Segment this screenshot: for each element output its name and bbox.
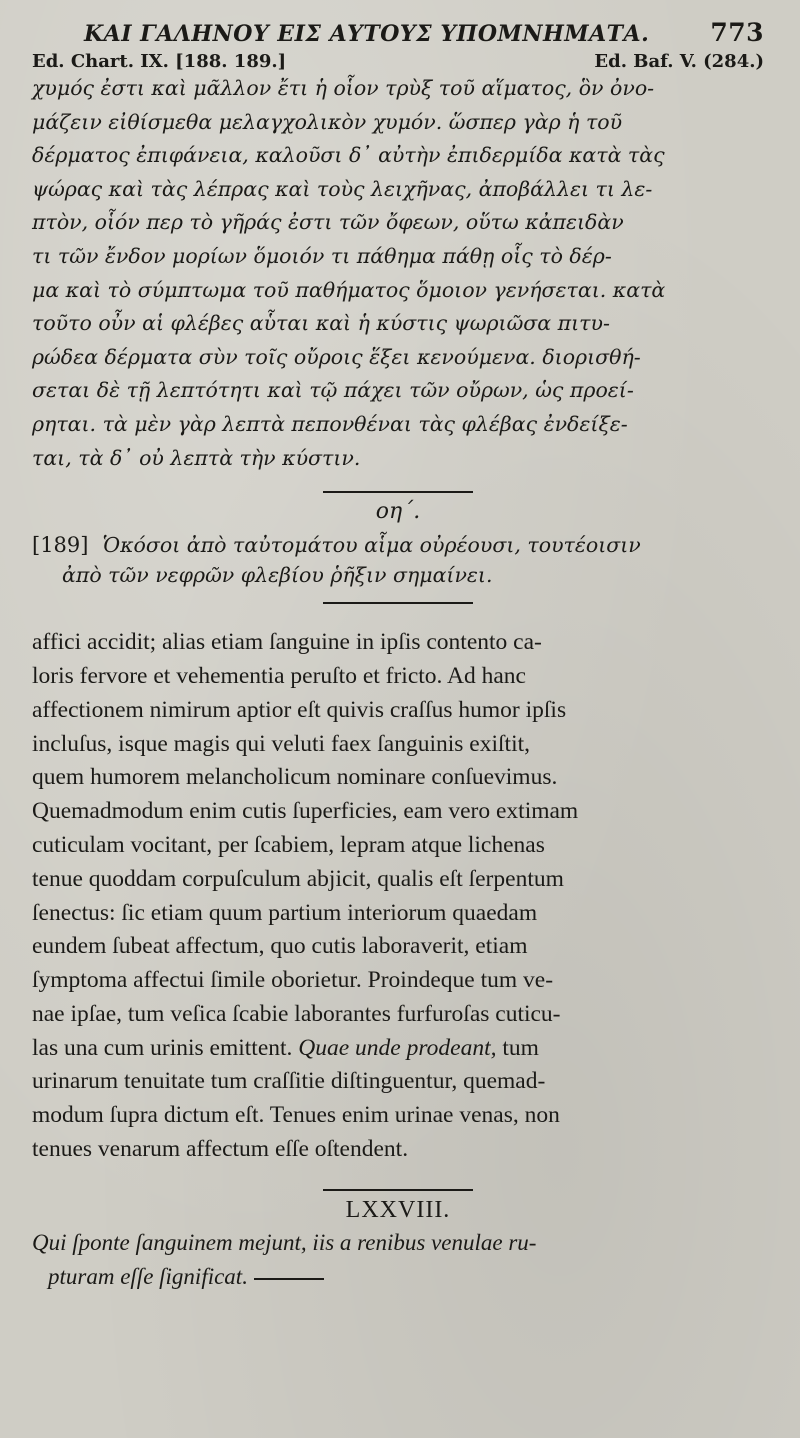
- greek-line: πτὸν, οἷόν περ τὸ γῆράς ἐστι τῶν ὄφεων, οὕτω κἀπειδὰν: [32, 210, 624, 235]
- latin-line: urinarum tenuitate tum craſſitie diſtinguentur, quemad-: [32, 1068, 546, 1095]
- latin-italic-phrase: Quae unde prodeant,: [298, 1034, 497, 1061]
- aphorism-number: [189]: [32, 533, 89, 558]
- latin-line: nae ipſae, tum veſica ſcabie laborantes furfuroſas cuticu-: [32, 1000, 561, 1027]
- edition-chart-ref: Ed. Chart. IX. [188. 189.]: [32, 51, 287, 72]
- greek-aphorism-line: ἀπὸ τῶν νεφρῶν φλεβίου ῥῆξιν σημαίνει.: [62, 563, 493, 588]
- greek-line: τοῦτο οὖν αἱ φλέβες αὗται καὶ ἡ κύστις ψωριῶσα πιτυ-: [32, 311, 610, 336]
- greek-aphorism-heading: οη΄.: [375, 499, 421, 525]
- latin-line: modum ſupra dictum eſt. Tenues enim urinae venas, non: [32, 1102, 560, 1129]
- latin-aphorism: [32, 1226, 764, 1294]
- edition-line: [32, 51, 764, 72]
- greek-line: μάζειν εἰθίσμεθα μελαγχολικὸν χυμόν. ὥσπερ γὰρ ἡ τοῦ: [32, 109, 623, 134]
- greek-line: ψώρας καὶ τὰς λέπρας καὶ τοὺς λειχῆνας, ἀποβάλλει τι λε-: [32, 176, 653, 201]
- page-number: 773: [710, 18, 764, 47]
- latin-line-end: tum: [502, 1034, 539, 1061]
- latin-line: ſenectus: ſic etiam quum partium interiorum quaedam: [32, 899, 538, 926]
- latin-commentary: [32, 626, 764, 1167]
- latin-line: affectionem nimirum aptior eſt quivis craſſus humor ipſis: [32, 696, 567, 723]
- latin-line: ſymptoma affectui ſimile oborietur. Proindeque tum ve-: [32, 967, 554, 994]
- greek-line: σεται δὲ τῇ λεπτότητι καὶ τῷ πάχει τῶν οὔρων, ὡς προεί-: [32, 378, 634, 403]
- latin-line: tenues venarum affectum eſſe oſtendent.: [32, 1136, 409, 1163]
- section-divider: [323, 491, 473, 493]
- end-rule: [254, 1278, 324, 1280]
- greek-line: τι τῶν ἔνδον μορίων ὅμοιόν τι πάθημα πάθῃ οἷς τὸ δέρ-: [32, 243, 612, 268]
- running-title: ΚΑΙ ΓΑΛΗΝΟΥ ΕΙΣ ΑΥΤΟΥΣ ΥΠΟΜΝΗΜΑΤΑ.: [84, 21, 650, 47]
- greek-aphorism-line: [32, 530, 764, 560]
- greek-line: μα καὶ τὸ σύμπτωμα τοῦ παθήματος ὅμοιον γενήσεται. κατὰ: [32, 277, 666, 302]
- greek-line: δέρματος ἐπιφάνεια, καλοῦσι δ᾽ αὐτὴν ἐπιδερμίδα κατὰ τὰς: [32, 143, 665, 168]
- edition-basel-ref: Ed. Baf. V. (284.): [594, 51, 764, 72]
- greek-line: χυμός ἐστι καὶ μᾶλλον ἔτι ἡ οἷον τρὺξ τοῦ αἵματος, ὃν ὀνο-: [32, 76, 655, 100]
- latin-aphorism-text: pturam eſſe ſignificat.: [48, 1263, 248, 1289]
- latin-line: affici accidit; alias etiam ſanguine in ipſis contento ca-: [32, 629, 542, 656]
- greek-aphorism: [32, 530, 764, 590]
- latin-line-start: las una cum urinis emittent.: [32, 1034, 299, 1061]
- latin-aphorism-line: [32, 1260, 764, 1294]
- latin-line: [32, 1032, 764, 1066]
- latin-aphorism-heading: LXXVIII.: [345, 1196, 451, 1223]
- latin-line: Quemadmodum enim cutis ſuperficies, eam vero extimam: [32, 798, 579, 825]
- latin-line: quem humorem melancholicum nominare conſuevimus.: [32, 764, 558, 791]
- latin-line: tenue quoddam corpuſculum abjicit, qualis eſt ſerpentum: [32, 865, 564, 892]
- section-divider: [323, 1189, 473, 1191]
- latin-line: incluſus, isque magis qui veluti faex ſanguinis exiſtit,: [32, 730, 530, 757]
- section-divider: [323, 602, 473, 604]
- latin-line: loris fervore et vehementia peruſto et fricto. Ad hanc: [32, 662, 526, 689]
- running-head: [84, 18, 764, 47]
- greek-aphorism-text: Ὁκόσοι ἀπὸ ταὐτομάτου αἷμα οὐρέουσι, τουτέοισιν: [102, 533, 641, 558]
- greek-line: ρηται. τὰ μὲν γὰρ λεπτὰ πεπονθέναι τὰς φλέβας ἐνδείξε-: [32, 411, 628, 436]
- latin-line: cuticulam vocitant, per ſcabiem, lepram atque lichenas: [32, 831, 545, 858]
- latin-line: eundem ſubeat affectum, quo cutis laboraverit, etiam: [32, 933, 528, 960]
- greek-line: ται, τὰ δ᾽ οὐ λεπτὰ τὴν κύστιν.: [32, 445, 361, 470]
- greek-line: ρώδεα δέρματα σὺν τοῖς οὔροις ἕξει κενούμενα. διορισθή-: [32, 344, 641, 369]
- latin-aphorism-line: Qui ſponte ſanguinem mejunt, iis a renibus venulae ru-: [32, 1229, 537, 1255]
- greek-commentary: [32, 72, 764, 475]
